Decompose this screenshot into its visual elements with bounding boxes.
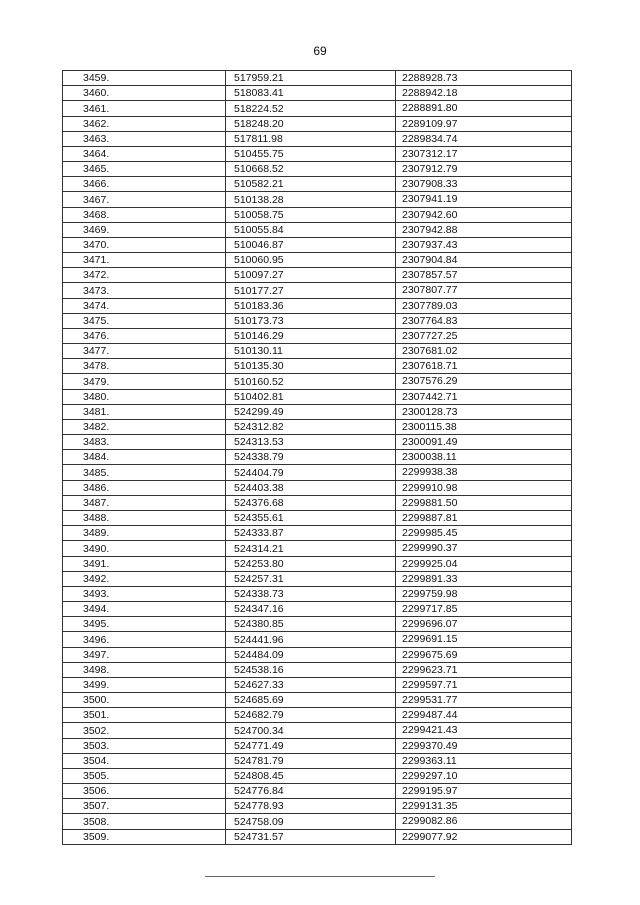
row-number-cell: 3459.: [63, 71, 226, 86]
row-number-cell: 3481.: [63, 404, 226, 419]
x-coordinate-cell: 524776.84: [226, 784, 396, 799]
table-row: [63, 556, 572, 571]
y-coordinate-cell: 2307576.29: [396, 374, 572, 389]
table-row: [63, 677, 572, 692]
y-coordinate-cell: 2288891.80: [396, 101, 572, 116]
y-coordinate-cell: 2307681.02: [396, 344, 572, 359]
x-coordinate-cell: 510058.75: [226, 207, 396, 222]
x-coordinate-cell: 524700.34: [226, 723, 396, 738]
table-row: [63, 116, 572, 131]
table-row: [63, 268, 572, 283]
x-coordinate-cell: 524403.38: [226, 480, 396, 495]
table-row: [63, 237, 572, 252]
page-number: 69: [313, 44, 327, 58]
x-coordinate-cell: 524758.09: [226, 814, 396, 829]
x-coordinate-cell: 510455.75: [226, 146, 396, 161]
coordinates-table-container: [62, 70, 571, 845]
x-coordinate-cell: 510138.28: [226, 192, 396, 207]
x-coordinate-cell: 510173.73: [226, 313, 396, 328]
y-coordinate-cell: 2299990.37: [396, 541, 572, 556]
x-coordinate-cell: 524441.96: [226, 632, 396, 647]
row-number-cell: 3473.: [63, 283, 226, 298]
x-coordinate-cell: 524313.53: [226, 435, 396, 450]
row-number-cell: 3463.: [63, 131, 226, 146]
x-coordinate-cell: 518083.41: [226, 86, 396, 101]
y-coordinate-cell: 2299759.98: [396, 586, 572, 601]
table-row: [63, 419, 572, 434]
y-coordinate-cell: 2307807.77: [396, 283, 572, 298]
table-row: [63, 162, 572, 177]
table-row: [63, 662, 572, 677]
y-coordinate-cell: 2307912.79: [396, 162, 572, 177]
y-coordinate-cell: 2299717.85: [396, 602, 572, 617]
x-coordinate-cell: 510055.84: [226, 222, 396, 237]
coordinates-table: [62, 70, 572, 845]
y-coordinate-cell: 2299891.33: [396, 571, 572, 586]
x-coordinate-cell: 510135.30: [226, 359, 396, 374]
table-row: [63, 313, 572, 328]
row-number-cell: 3489.: [63, 526, 226, 541]
table-row: [63, 222, 572, 237]
row-number-cell: 3474.: [63, 298, 226, 313]
y-coordinate-cell: 2299421.43: [396, 723, 572, 738]
x-coordinate-cell: 510183.36: [226, 298, 396, 313]
table-row: [63, 450, 572, 465]
table-row: [63, 253, 572, 268]
y-coordinate-cell: 2299696.07: [396, 617, 572, 632]
row-number-cell: 3491.: [63, 556, 226, 571]
row-number-cell: 3484.: [63, 450, 226, 465]
coordinates-table-body: [63, 71, 572, 845]
row-number-cell: 3501.: [63, 708, 226, 723]
footer-divider: [205, 876, 435, 877]
table-row: [63, 283, 572, 298]
y-coordinate-cell: 2307942.60: [396, 207, 572, 222]
y-coordinate-cell: 2288928.73: [396, 71, 572, 86]
table-row: [63, 389, 572, 404]
row-number-cell: 3466.: [63, 177, 226, 192]
table-row: [63, 86, 572, 101]
table-row: [63, 829, 572, 844]
table-row: [63, 207, 572, 222]
x-coordinate-cell: 524347.16: [226, 602, 396, 617]
table-row: [63, 344, 572, 359]
x-coordinate-cell: 510160.52: [226, 374, 396, 389]
table-row: [63, 708, 572, 723]
y-coordinate-cell: 2300091.49: [396, 435, 572, 450]
x-coordinate-cell: 510046.87: [226, 237, 396, 252]
table-row: [63, 71, 572, 86]
table-row: [63, 814, 572, 829]
y-coordinate-cell: 2307789.03: [396, 298, 572, 313]
x-coordinate-cell: 510177.27: [226, 283, 396, 298]
x-coordinate-cell: 524338.73: [226, 586, 396, 601]
x-coordinate-cell: 524253.80: [226, 556, 396, 571]
y-coordinate-cell: 2299985.45: [396, 526, 572, 541]
y-coordinate-cell: 2299623.71: [396, 662, 572, 677]
table-row: [63, 192, 572, 207]
row-number-cell: 3503.: [63, 738, 226, 753]
table-row: [63, 723, 572, 738]
x-coordinate-cell: 524682.79: [226, 708, 396, 723]
x-coordinate-cell: 524338.79: [226, 450, 396, 465]
y-coordinate-cell: 2307312.17: [396, 146, 572, 161]
y-coordinate-cell: 2299363.11: [396, 753, 572, 768]
x-coordinate-cell: 517959.21: [226, 71, 396, 86]
y-coordinate-cell: 2299597.71: [396, 677, 572, 692]
table-row: [63, 602, 572, 617]
table-row: [63, 571, 572, 586]
row-number-cell: 3480.: [63, 389, 226, 404]
row-number-cell: 3496.: [63, 632, 226, 647]
row-number-cell: 3495.: [63, 617, 226, 632]
y-coordinate-cell: 2307937.43: [396, 237, 572, 252]
y-coordinate-cell: 2299910.98: [396, 480, 572, 495]
x-coordinate-cell: 518248.20: [226, 116, 396, 131]
y-coordinate-cell: 2307857.57: [396, 268, 572, 283]
y-coordinate-cell: 2299131.35: [396, 799, 572, 814]
table-row: [63, 541, 572, 556]
row-number-cell: 3476.: [63, 328, 226, 343]
table-row: [63, 177, 572, 192]
row-number-cell: 3483.: [63, 435, 226, 450]
table-row: [63, 101, 572, 116]
row-number-cell: 3507.: [63, 799, 226, 814]
row-number-cell: 3493.: [63, 586, 226, 601]
y-coordinate-cell: 2299925.04: [396, 556, 572, 571]
row-number-cell: 3494.: [63, 602, 226, 617]
x-coordinate-cell: 524333.87: [226, 526, 396, 541]
table-row: [63, 647, 572, 662]
x-coordinate-cell: 524380.85: [226, 617, 396, 632]
table-row: [63, 480, 572, 495]
table-row: [63, 510, 572, 525]
table-row: [63, 495, 572, 510]
y-coordinate-cell: 2300038.11: [396, 450, 572, 465]
x-coordinate-cell: 524355.61: [226, 510, 396, 525]
row-number-cell: 3477.: [63, 344, 226, 359]
x-coordinate-cell: 524731.57: [226, 829, 396, 844]
row-number-cell: 3488.: [63, 510, 226, 525]
y-coordinate-cell: 2307942.88: [396, 222, 572, 237]
row-number-cell: 3465.: [63, 162, 226, 177]
row-number-cell: 3475.: [63, 313, 226, 328]
y-coordinate-cell: 2299195.97: [396, 784, 572, 799]
table-row: [63, 374, 572, 389]
row-number-cell: 3482.: [63, 419, 226, 434]
row-number-cell: 3479.: [63, 374, 226, 389]
x-coordinate-cell: 518224.52: [226, 101, 396, 116]
x-coordinate-cell: 524685.69: [226, 693, 396, 708]
x-coordinate-cell: 524484.09: [226, 647, 396, 662]
row-number-cell: 3505.: [63, 768, 226, 783]
row-number-cell: 3492.: [63, 571, 226, 586]
x-coordinate-cell: 524312.82: [226, 419, 396, 434]
y-coordinate-cell: 2299675.69: [396, 647, 572, 662]
table-row: [63, 768, 572, 783]
table-row: [63, 359, 572, 374]
y-coordinate-cell: 2299881.50: [396, 495, 572, 510]
y-coordinate-cell: 2299691.15: [396, 632, 572, 647]
row-number-cell: 3460.: [63, 86, 226, 101]
x-coordinate-cell: 510402.81: [226, 389, 396, 404]
table-row: [63, 693, 572, 708]
row-number-cell: 3499.: [63, 677, 226, 692]
y-coordinate-cell: 2299077.92: [396, 829, 572, 844]
y-coordinate-cell: 2288942.18: [396, 86, 572, 101]
row-number-cell: 3464.: [63, 146, 226, 161]
x-coordinate-cell: 510582.21: [226, 177, 396, 192]
table-row: [63, 784, 572, 799]
table-row: [63, 753, 572, 768]
row-number-cell: 3502.: [63, 723, 226, 738]
row-number-cell: 3462.: [63, 116, 226, 131]
y-coordinate-cell: 2299370.49: [396, 738, 572, 753]
x-coordinate-cell: 524781.79: [226, 753, 396, 768]
x-coordinate-cell: 524808.45: [226, 768, 396, 783]
x-coordinate-cell: 524778.93: [226, 799, 396, 814]
row-number-cell: 3472.: [63, 268, 226, 283]
y-coordinate-cell: 2299887.81: [396, 510, 572, 525]
table-row: [63, 146, 572, 161]
table-row: [63, 586, 572, 601]
y-coordinate-cell: 2307908.33: [396, 177, 572, 192]
x-coordinate-cell: 524257.31: [226, 571, 396, 586]
row-number-cell: 3471.: [63, 253, 226, 268]
row-number-cell: 3486.: [63, 480, 226, 495]
x-coordinate-cell: 510097.27: [226, 268, 396, 283]
row-number-cell: 3498.: [63, 662, 226, 677]
y-coordinate-cell: 2289834.74: [396, 131, 572, 146]
y-coordinate-cell: 2307904.84: [396, 253, 572, 268]
row-number-cell: 3509.: [63, 829, 226, 844]
row-number-cell: 3500.: [63, 693, 226, 708]
y-coordinate-cell: 2307941.19: [396, 192, 572, 207]
row-number-cell: 3490.: [63, 541, 226, 556]
table-row: [63, 298, 572, 313]
row-number-cell: 3470.: [63, 237, 226, 252]
row-number-cell: 3487.: [63, 495, 226, 510]
x-coordinate-cell: 510668.52: [226, 162, 396, 177]
x-coordinate-cell: 510060.95: [226, 253, 396, 268]
table-row: [63, 328, 572, 343]
x-coordinate-cell: 510130.11: [226, 344, 396, 359]
x-coordinate-cell: 510146.29: [226, 328, 396, 343]
row-number-cell: 3508.: [63, 814, 226, 829]
table-row: [63, 799, 572, 814]
row-number-cell: 3504.: [63, 753, 226, 768]
row-number-cell: 3485.: [63, 465, 226, 480]
table-row: [63, 526, 572, 541]
y-coordinate-cell: 2299082.86: [396, 814, 572, 829]
row-number-cell: 3506.: [63, 784, 226, 799]
row-number-cell: 3469.: [63, 222, 226, 237]
y-coordinate-cell: 2299487.44: [396, 708, 572, 723]
x-coordinate-cell: 524404.79: [226, 465, 396, 480]
row-number-cell: 3468.: [63, 207, 226, 222]
x-coordinate-cell: 524538.16: [226, 662, 396, 677]
table-row: [63, 131, 572, 146]
y-coordinate-cell: 2289109.97: [396, 116, 572, 131]
y-coordinate-cell: 2307764.83: [396, 313, 572, 328]
y-coordinate-cell: 2300128.73: [396, 404, 572, 419]
row-number-cell: 3497.: [63, 647, 226, 662]
row-number-cell: 3478.: [63, 359, 226, 374]
table-row: [63, 404, 572, 419]
y-coordinate-cell: 2300115.38: [396, 419, 572, 434]
y-coordinate-cell: 2299297.10: [396, 768, 572, 783]
table-row: [63, 435, 572, 450]
y-coordinate-cell: 2299531.77: [396, 693, 572, 708]
row-number-cell: 3461.: [63, 101, 226, 116]
table-row: [63, 632, 572, 647]
x-coordinate-cell: 524771.49: [226, 738, 396, 753]
row-number-cell: 3467.: [63, 192, 226, 207]
y-coordinate-cell: 2299938.38: [396, 465, 572, 480]
table-row: [63, 738, 572, 753]
y-coordinate-cell: 2307442.71: [396, 389, 572, 404]
x-coordinate-cell: 517811.98: [226, 131, 396, 146]
x-coordinate-cell: 524299.49: [226, 404, 396, 419]
table-row: [63, 465, 572, 480]
y-coordinate-cell: 2307727.25: [396, 328, 572, 343]
y-coordinate-cell: 2307618.71: [396, 359, 572, 374]
x-coordinate-cell: 524314.21: [226, 541, 396, 556]
x-coordinate-cell: 524376.68: [226, 495, 396, 510]
table-row: [63, 617, 572, 632]
x-coordinate-cell: 524627.33: [226, 677, 396, 692]
